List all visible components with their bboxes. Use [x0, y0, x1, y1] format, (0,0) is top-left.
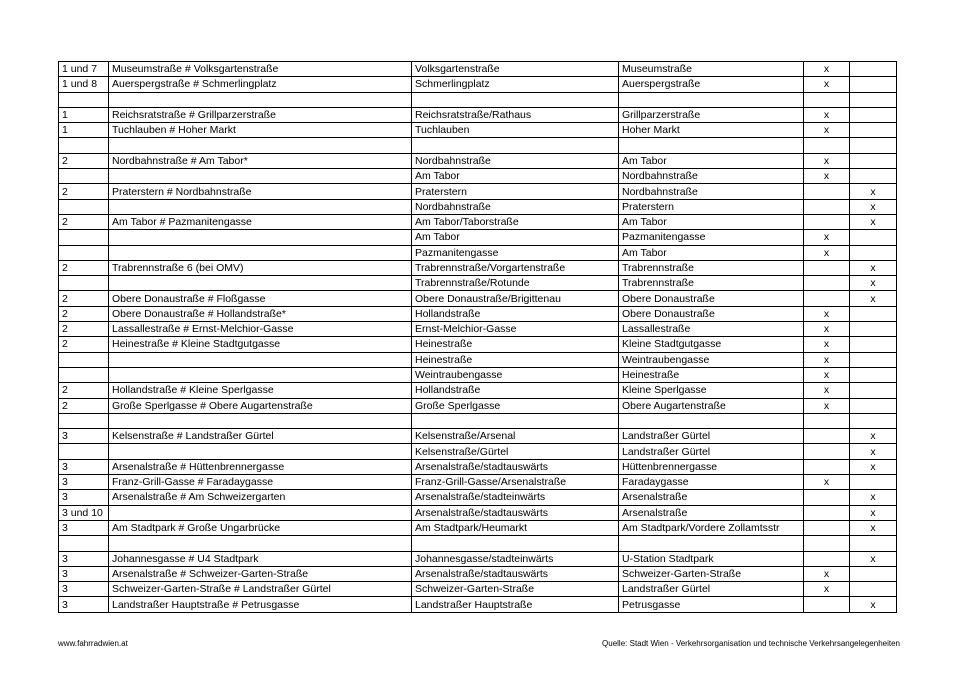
cell-district [59, 199, 109, 214]
cell-mark-b [850, 169, 897, 184]
cell-to-street: Am Tabor [619, 214, 804, 229]
cell-district [59, 536, 109, 551]
cell-mark-a: x [804, 306, 850, 321]
cell-mark-a: x [804, 322, 850, 337]
cell-mark-b [850, 77, 897, 92]
cell-mark-a: x [804, 398, 850, 413]
cell-intersection [109, 352, 412, 367]
table-row [59, 92, 897, 107]
cell-to-street: Faradaygasse [619, 475, 804, 490]
cell-mark-a: x [804, 62, 850, 77]
table-row [59, 214, 897, 229]
cell-intersection: Große Sperlgasse # Obere Augartenstraße [109, 398, 412, 413]
cell-to-street: Obere Donaustraße [619, 291, 804, 306]
cell-from-street: Trabrennstraße/Vorgartenstraße [412, 260, 619, 275]
cell-mark-a [804, 597, 850, 612]
cell-district: 3 und 10 [59, 505, 109, 520]
cell-from-street: Nordbahnstraße [412, 153, 619, 168]
cell-district: 2 [59, 322, 109, 337]
table-row [59, 276, 897, 291]
cell-mark-a [804, 184, 850, 199]
table-row [59, 536, 897, 551]
cell-mark-b [850, 322, 897, 337]
cell-mark-a: x [804, 230, 850, 245]
cell-from-street [412, 413, 619, 428]
cell-district: 1 und 7 [59, 62, 109, 77]
table-row [59, 597, 897, 612]
cell-intersection: Franz-Grill-Gasse # Faradaygasse [109, 475, 412, 490]
table-row [59, 444, 897, 459]
cell-to-street: Arsenalstraße [619, 505, 804, 520]
cell-from-street [412, 92, 619, 107]
cell-to-street: Schweizer-Garten-Straße [619, 566, 804, 581]
cell-district: 3 [59, 551, 109, 566]
cell-mark-b [850, 245, 897, 260]
table-row [59, 62, 897, 77]
cell-mark-a: x [804, 107, 850, 122]
table-row [59, 337, 897, 352]
cell-to-street: Landstraßer Gürtel [619, 429, 804, 444]
table-body [59, 62, 897, 613]
cell-mark-a [804, 260, 850, 275]
cell-mark-a [804, 536, 850, 551]
cell-to-street [619, 536, 804, 551]
cell-from-street: Ernst-Melchior-Gasse [412, 322, 619, 337]
cell-from-street: Am Tabor [412, 230, 619, 245]
cell-from-street: Praterstern [412, 184, 619, 199]
cell-to-street: Praterstern [619, 199, 804, 214]
cell-mark-a: x [804, 169, 850, 184]
cell-mark-b: x [850, 505, 897, 520]
table-row [59, 490, 897, 505]
cell-intersection: Praterstern # Nordbahnstraße [109, 184, 412, 199]
cell-district: 3 [59, 490, 109, 505]
cell-district: 3 [59, 566, 109, 581]
cell-from-street: Kelsenstraße/Gürtel [412, 444, 619, 459]
table-row [59, 153, 897, 168]
cell-district: 2 [59, 383, 109, 398]
cell-intersection [109, 505, 412, 520]
cell-district: 2 [59, 398, 109, 413]
table-row [59, 520, 897, 535]
table-row [59, 123, 897, 138]
cell-intersection: Reichsratstraße # Grillparzerstraße [109, 107, 412, 122]
cell-mark-a [804, 276, 850, 291]
cell-from-street: Schweizer-Garten-Straße [412, 582, 619, 597]
cell-district: 1 und 8 [59, 77, 109, 92]
table-row [59, 245, 897, 260]
cell-mark-a [804, 490, 850, 505]
cell-district: 3 [59, 429, 109, 444]
cell-mark-a [804, 520, 850, 535]
cell-to-street: Hüttenbrennergasse [619, 459, 804, 474]
cell-district: 2 [59, 214, 109, 229]
cell-district: 1 [59, 107, 109, 122]
cell-intersection [109, 367, 412, 382]
cell-to-street: Obere Donaustraße [619, 306, 804, 321]
cell-from-street: Hollandstraße [412, 306, 619, 321]
cell-mark-b [850, 367, 897, 382]
cell-from-street: Pazmanitengasse [412, 245, 619, 260]
cell-intersection: Nordbahnstraße # Am Tabor* [109, 153, 412, 168]
cell-to-street: Kleine Stadtgutgasse [619, 337, 804, 352]
cell-district: 3 [59, 582, 109, 597]
table-row [59, 138, 897, 153]
cell-mark-a [804, 199, 850, 214]
cell-mark-a: x [804, 582, 850, 597]
cell-to-street [619, 92, 804, 107]
cell-mark-a [804, 413, 850, 428]
cell-intersection: Auerspergstraße # Schmerlingplatz [109, 77, 412, 92]
cell-to-street: Heinestraße [619, 367, 804, 382]
cell-to-street: Lassallestraße [619, 322, 804, 337]
cell-from-street: Schmerlingplatz [412, 77, 619, 92]
cell-intersection: Museumstraße # Volksgartenstraße [109, 62, 412, 77]
cell-to-street [619, 138, 804, 153]
table-row [59, 582, 897, 597]
table-row [59, 169, 897, 184]
cell-mark-b: x [850, 291, 897, 306]
cell-from-street: Arsenalstraße/stadteinwärts [412, 490, 619, 505]
cell-intersection: Heinestraße # Kleine Stadtgutgasse [109, 337, 412, 352]
cell-intersection: Schweizer-Garten-Straße # Landstraßer Gürtel [109, 582, 412, 597]
cell-intersection: Arsenalstraße # Hüttenbrennergasse [109, 459, 412, 474]
cell-mark-b [850, 352, 897, 367]
cell-intersection: Am Tabor # Pazmanitengasse [109, 214, 412, 229]
cell-mark-a [804, 505, 850, 520]
cell-district [59, 367, 109, 382]
cell-mark-b [850, 475, 897, 490]
cell-intersection [109, 92, 412, 107]
cell-to-street: Auerspergstraße [619, 77, 804, 92]
cell-mark-b: x [850, 551, 897, 566]
cell-mark-b [850, 153, 897, 168]
cell-intersection [109, 169, 412, 184]
cell-mark-b [850, 306, 897, 321]
cell-to-street: Museumstraße [619, 62, 804, 77]
footer-website: www.fahrradwien.at [58, 639, 128, 648]
cell-from-street: Landstraßer Hauptstraße [412, 597, 619, 612]
cell-mark-a: x [804, 77, 850, 92]
cell-mark-a: x [804, 475, 850, 490]
cell-mark-a: x [804, 352, 850, 367]
cell-to-street: U-Station Stadtpark [619, 551, 804, 566]
cell-to-street: Landstraßer Gürtel [619, 582, 804, 597]
cell-mark-a: x [804, 245, 850, 260]
table-row [59, 475, 897, 490]
cell-district [59, 352, 109, 367]
cell-district: 2 [59, 184, 109, 199]
table-row [59, 77, 897, 92]
table-row [59, 306, 897, 321]
table-row [59, 230, 897, 245]
cell-from-street: Am Stadtpark/Heumarkt [412, 520, 619, 535]
cell-intersection: Am Stadtpark # Große Ungarbrücke [109, 520, 412, 535]
cell-intersection [109, 199, 412, 214]
cell-from-street: Weintraubengasse [412, 367, 619, 382]
cell-to-street: Pazmanitengasse [619, 230, 804, 245]
cell-from-street: Heinestraße [412, 337, 619, 352]
cell-district [59, 444, 109, 459]
cell-to-street: Nordbahnstraße [619, 169, 804, 184]
cell-mark-a: x [804, 123, 850, 138]
cell-intersection [109, 413, 412, 428]
cell-mark-b [850, 138, 897, 153]
cell-mark-a [804, 291, 850, 306]
cell-intersection: Arsenalstraße # Am Schweizergarten [109, 490, 412, 505]
table-row [59, 398, 897, 413]
cell-from-street [412, 536, 619, 551]
cell-district: 2 [59, 291, 109, 306]
cell-intersection [109, 230, 412, 245]
cell-from-street: Reichsratstraße/Rathaus [412, 107, 619, 122]
cell-to-street: Petrusgasse [619, 597, 804, 612]
cell-to-street: Am Stadtpark/Vordere Zollamtsstr [619, 520, 804, 535]
cell-district [59, 245, 109, 260]
cell-mark-b [850, 566, 897, 581]
cell-intersection: Tuchlauben # Hoher Markt [109, 123, 412, 138]
cell-intersection: Lassallestraße # Ernst-Melchior-Gasse [109, 322, 412, 337]
table-row [59, 291, 897, 306]
table-row [59, 260, 897, 275]
cell-district: 3 [59, 475, 109, 490]
table-row [59, 413, 897, 428]
cell-from-street: Am Tabor/Taborstraße [412, 214, 619, 229]
cell-from-street: Kelsenstraße/Arsenal [412, 429, 619, 444]
cell-from-street: Arsenalstraße/stadtauswärts [412, 566, 619, 581]
cell-mark-a [804, 429, 850, 444]
cell-from-street: Franz-Grill-Gasse/Arsenalstraße [412, 475, 619, 490]
cell-intersection: Hollandstraße # Kleine Sperlgasse [109, 383, 412, 398]
cell-intersection: Kelsenstraße # Landstraßer Gürtel [109, 429, 412, 444]
cell-district [59, 92, 109, 107]
cell-to-street: Weintraubengasse [619, 352, 804, 367]
cell-to-street: Hoher Markt [619, 123, 804, 138]
cell-mark-a: x [804, 337, 850, 352]
cell-intersection [109, 276, 412, 291]
cell-mark-a: x [804, 367, 850, 382]
cell-intersection: Trabrennstraße 6 (bei OMV) [109, 260, 412, 275]
cell-district [59, 276, 109, 291]
cell-mark-a: x [804, 383, 850, 398]
cell-mark-b: x [850, 276, 897, 291]
table-row [59, 199, 897, 214]
cell-district: 2 [59, 153, 109, 168]
table-row [59, 184, 897, 199]
cell-intersection: Johannesgasse # U4 Stadtpark [109, 551, 412, 566]
cell-district: 2 [59, 306, 109, 321]
cell-mark-b [850, 107, 897, 122]
cell-from-street: Heinestraße [412, 352, 619, 367]
cell-to-street [619, 413, 804, 428]
intersection-table [58, 61, 897, 613]
cell-from-street: Tuchlauben [412, 123, 619, 138]
cell-to-street: Nordbahnstraße [619, 184, 804, 199]
cell-intersection: Landstraßer Hauptstraße # Petrusgasse [109, 597, 412, 612]
cell-from-street: Große Sperlgasse [412, 398, 619, 413]
cell-district: 3 [59, 459, 109, 474]
cell-district [59, 230, 109, 245]
cell-mark-b [850, 230, 897, 245]
cell-mark-b [850, 92, 897, 107]
cell-mark-b: x [850, 459, 897, 474]
cell-mark-b [850, 398, 897, 413]
cell-mark-a [804, 444, 850, 459]
cell-to-street: Trabrennstraße [619, 276, 804, 291]
cell-mark-a: x [804, 153, 850, 168]
cell-intersection [109, 444, 412, 459]
cell-mark-a [804, 551, 850, 566]
cell-district: 3 [59, 520, 109, 535]
cell-from-street [412, 138, 619, 153]
cell-mark-b [850, 413, 897, 428]
cell-district: 2 [59, 337, 109, 352]
cell-mark-a: x [804, 566, 850, 581]
cell-district [59, 138, 109, 153]
cell-mark-b [850, 383, 897, 398]
cell-to-street: Am Tabor [619, 245, 804, 260]
cell-mark-b: x [850, 429, 897, 444]
cell-mark-b: x [850, 490, 897, 505]
cell-to-street: Arsenalstraße [619, 490, 804, 505]
table-row [59, 383, 897, 398]
cell-mark-b [850, 582, 897, 597]
cell-mark-b: x [850, 214, 897, 229]
cell-district: 1 [59, 123, 109, 138]
cell-mark-b: x [850, 184, 897, 199]
cell-district [59, 413, 109, 428]
cell-intersection [109, 138, 412, 153]
cell-to-street: Kleine Sperlgasse [619, 383, 804, 398]
cell-mark-b [850, 123, 897, 138]
footer-source: Quelle: Stadt Wien - Verkehrsorganisation und technische Verkehrsangelegenheiten [602, 639, 900, 648]
table-row [59, 429, 897, 444]
table-row [59, 367, 897, 382]
cell-intersection: Arsenalstraße # Schweizer-Garten-Straße [109, 566, 412, 581]
table-row [59, 505, 897, 520]
cell-intersection: Obere Donaustraße # Hollandstraße* [109, 306, 412, 321]
cell-from-street: Am Tabor [412, 169, 619, 184]
cell-mark-b [850, 536, 897, 551]
table-row [59, 107, 897, 122]
cell-mark-b: x [850, 199, 897, 214]
cell-to-street: Am Tabor [619, 153, 804, 168]
cell-mark-b [850, 62, 897, 77]
cell-mark-b [850, 337, 897, 352]
cell-mark-b: x [850, 260, 897, 275]
cell-mark-a [804, 138, 850, 153]
cell-mark-b: x [850, 444, 897, 459]
cell-district [59, 169, 109, 184]
cell-to-street: Grillparzerstraße [619, 107, 804, 122]
cell-to-street: Obere Augartenstraße [619, 398, 804, 413]
cell-from-street: Hollandstraße [412, 383, 619, 398]
cell-mark-a [804, 214, 850, 229]
cell-from-street: Nordbahnstraße [412, 199, 619, 214]
cell-district: 3 [59, 597, 109, 612]
table-row [59, 566, 897, 581]
table-row [59, 352, 897, 367]
cell-from-street: Johannesgasse/stadteinwärts [412, 551, 619, 566]
cell-mark-b: x [850, 597, 897, 612]
cell-from-street: Trabrennstraße/Rotunde [412, 276, 619, 291]
cell-district: 2 [59, 260, 109, 275]
cell-to-street: Trabrennstraße [619, 260, 804, 275]
cell-from-street: Arsenalstraße/stadtauswärts [412, 505, 619, 520]
cell-intersection [109, 245, 412, 260]
cell-mark-a [804, 92, 850, 107]
cell-mark-a [804, 459, 850, 474]
table-row [59, 459, 897, 474]
cell-from-street: Arsenalstraße/stadtauswärts [412, 459, 619, 474]
cell-intersection: Obere Donaustraße # Floßgasse [109, 291, 412, 306]
cell-from-street: Volksgartenstraße [412, 62, 619, 77]
cell-from-street: Obere Donaustraße/Brigittenau [412, 291, 619, 306]
cell-intersection [109, 536, 412, 551]
cell-to-street: Landstraßer Gürtel [619, 444, 804, 459]
cell-mark-b: x [850, 520, 897, 535]
table-row [59, 322, 897, 337]
table-row [59, 551, 897, 566]
